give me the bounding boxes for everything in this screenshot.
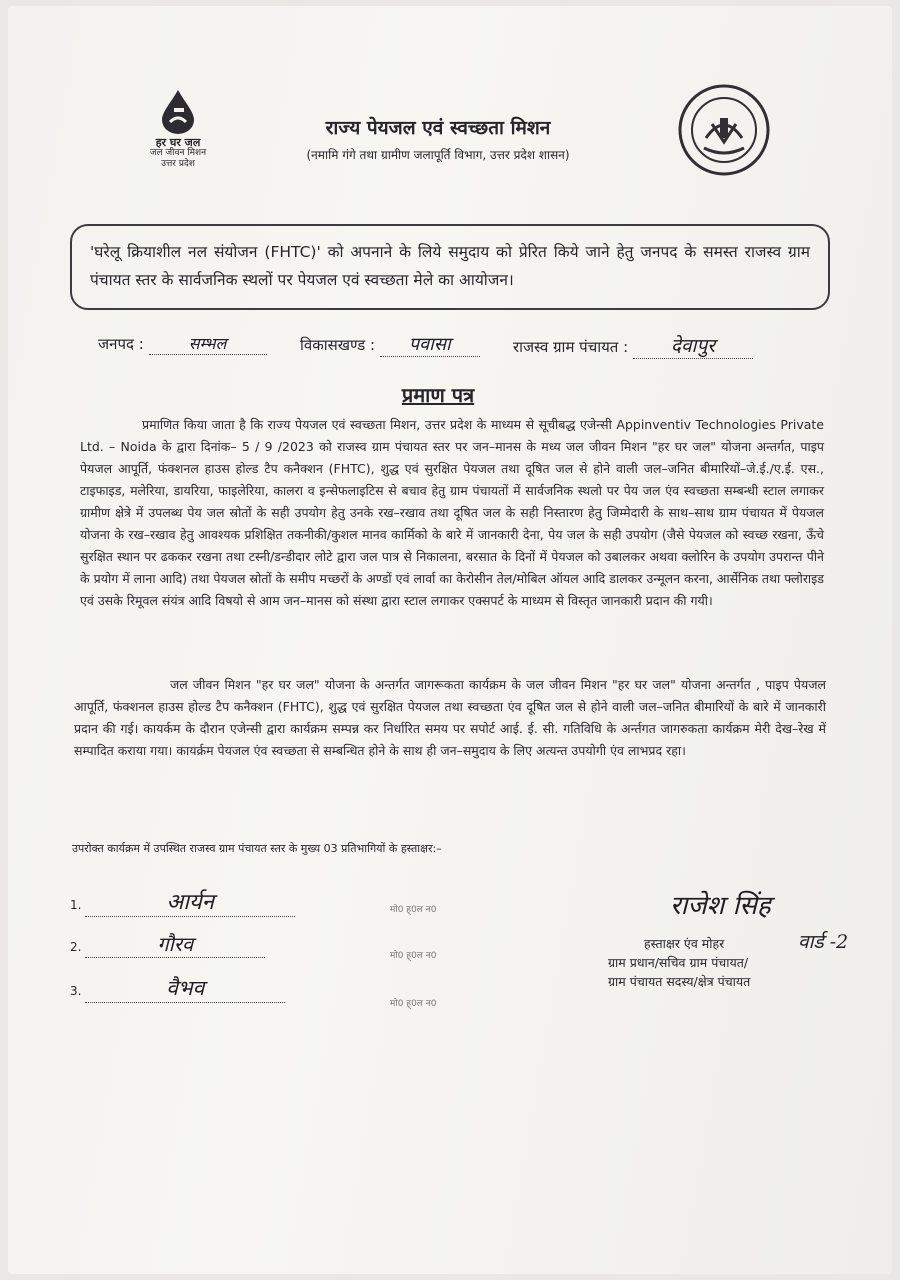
participant-row: [70, 974, 285, 1003]
seal-emblem-icon: [676, 82, 772, 178]
logo-tag-state: उत्तर प्रदेश: [161, 159, 195, 169]
panchayat-label: राजस्व ग्राम पंचायत :: [513, 338, 629, 356]
participant-signature: वैभव: [85, 974, 285, 1003]
up-government-seal: [676, 82, 772, 182]
authority-designation: [608, 934, 828, 991]
har-ghar-jal-logo: [138, 88, 218, 169]
panchayat-value: देवापुर: [633, 332, 753, 359]
designation-line-1: ग्राम प्रधान/सचिव ग्राम पंचायत/: [608, 955, 749, 970]
participant-signature: आर्यन: [85, 886, 295, 917]
district-label: जनपद :: [98, 335, 144, 353]
participant-number: 2.: [70, 940, 82, 954]
participants-heading: उपरोक्त कार्यक्रम में उपस्थित राजस्व ग्राम पंचायत स्तर के मुख्य 03 प्रतिभागियों के हस्ताक्षर:–: [72, 842, 442, 855]
logo-tag-jal-jeevan: जल जीवन मिशन: [149, 148, 207, 158]
participant-row: [70, 930, 265, 958]
participant-mobile: मो0 ह्0ल न0: [390, 905, 437, 915]
logo-tag-har-ghar-jal: हर घर जल: [155, 136, 201, 149]
water-drop-icon: [156, 88, 200, 136]
district-value: सम्भल: [149, 332, 267, 355]
participant-signature: गौरव: [85, 930, 265, 958]
participant-number: 1.: [70, 898, 82, 912]
event-notice-box: 'घरेलू क्रियाशील नल संयोजन (FHTC)' को अपनाने के लिये समुदाय को प्रेरित किये जाने हेतु जनपद के समस्त राजस्व ग्राम पंचायत स्तर के सार्वजनिक स्थलों पर पेयजल एवं स्वच्छता मेले का आयोजन।: [70, 224, 830, 310]
mission-title: राज्य पेयजल एवं स्वच्छता मिशन: [325, 117, 551, 139]
document-page: [8, 6, 892, 1274]
certificate-title: प्रमाण पत्र: [401, 383, 475, 407]
participant-number: 3.: [70, 984, 82, 998]
designation-line-2: ग्राम पंचायत सदस्य/क्षेत्र पंचायत: [608, 974, 751, 989]
participant-mobile: मो0 ह्0ल न0: [390, 951, 437, 961]
mission-subtitle: (नमामि गंगे तथा ग्रामीण जलापूर्ति विभाग, उत्तर प्रदेश शासन): [306, 148, 570, 162]
certificate-paragraph-2: जल जीवन मिशन "हर घर जल" योजना के अन्तर्गत जागरूकता कार्यक्रम के जल जीवन मिशन "हर घर जल" योजना अन्तर्गत , पाइप पेयजल आपूर्ति, फंक्शनल हाउस होल्ड टैप कनैक्शन (FHTC), शुद्ध एवं सुरक्षित पेयजल तथा स्वच्छता एंव दूषित जल से होने वाली जल–जनित बीमारियों के बारे में जानकारी प्रदान की गई। कायर्कम के दौरान एजेन्सी द्वारा कार्यक्रम सम्पन्न कर निर्धारित समय पर सपोर्ट आई. ई. सी. गतिविधि के अर्न्तगत जागरुकता कार्यक्रम मेरी देख–रेख में सम्पादित कराया गया। कायर्क्रम पेयजल एंव स्वच्छता से सम्बन्धित होने के साथ ही जन–समुदाय के लिए अत्यन्त उपयोगी एंव लाभप्रद रहा।: [74, 677, 826, 758]
block-value: पवासा: [380, 332, 480, 357]
authority-signature: राजेश सिंह: [670, 891, 771, 921]
authority-ward-note: वार्ड -2: [798, 931, 849, 953]
participant-mobile: मो0 ह्0ल न0: [390, 999, 437, 1009]
sign-and-seal-label: हस्ताक्षर एंव मोहर: [644, 936, 725, 951]
block-field: [300, 332, 480, 357]
district-field: [98, 332, 267, 355]
block-label: विकासखण्ड :: [300, 336, 376, 354]
certificate-paragraph-1: प्रमाणित किया जाता है कि राज्य पेयजल एवं स्वच्छता मिशन, उत्तर प्रदेश के माध्यम से सूचीबद्ध एजेन्सी Appinventiv Technologies Private Ltd. – Noida के द्वारा दिनांक– 5 / 9 /2023 को राजस्व ग्राम पंचायत स्तर पर जन–मानस के मध्य जल जीवन मिशन "हर घर जल" योजना अन्तर्गत, पाइप पेयजल आपूर्ति, फंक्शनल हाउस होल्ड टैप कनैक्शन (FHTC), शुद्ध एवं सुरक्षित पेयजल तथा दूषित जल से होने वाली जल–जनित बीमारियों–जे.ई./ए.ई. एस., टाइफाइड, मलेरिया, डायरिया, फाइलेरिया, कालरा व इन्सेफलाइटिस से बचाव हेतु ग्राम पंचायतों में सार्वजनिक स्थलो पर पेय जल एंव स्वच्छता सम्बन्धी स्टाल लगाकर ग्रामीण क्षेत्रे में उपलब्ध पेय जल स्रोतों के सही उपयोग हेतु उनके रख–रखाव तथा दूषित जल के सही निस्तारण हेतु जिम्मेदारी के साथ–साथ ग्राम पंचायत में पेयजल योजना के रख–रखाव हेतु आवश्यक प्रशिक्षित तकनीकी/कुशल मानव कार्मिको के बारे में जानकारी देना, पेय जल के सही उपयोग (जैसे पेयजल को स्वच्छ रखना, ऊँचे सुरक्षित स्थान पर ढककर रखना तथा टस्नी/डन्डीदार लोटे द्वारा जल पात्र से निकालना, बरसात के दिनों में पेयजल को उबालकर अथवा क्लोरिन के उपयोग उपरान्त पीने के प्रयोग में लाना आदि) तथा पेयजल स्रोतों के समीप मच्छरों के अण्डों एवं लार्वा का केरोसीन तेल/मोबिल ऑयल आदि डालकर उन्मूलन करना, आर्सेनिक तथा फ्लोराइड एवं उसके रिमूवल संयंत्र आदि विषयो से आम जन–मानस को संस्था द्वारा स्टाल लगाकर एक्सपर्ट के माध्यम से विस्तृत जानकारी प्रदान की गयी।: [80, 417, 824, 608]
panchayat-field: [513, 332, 753, 359]
participant-row: [70, 886, 295, 917]
